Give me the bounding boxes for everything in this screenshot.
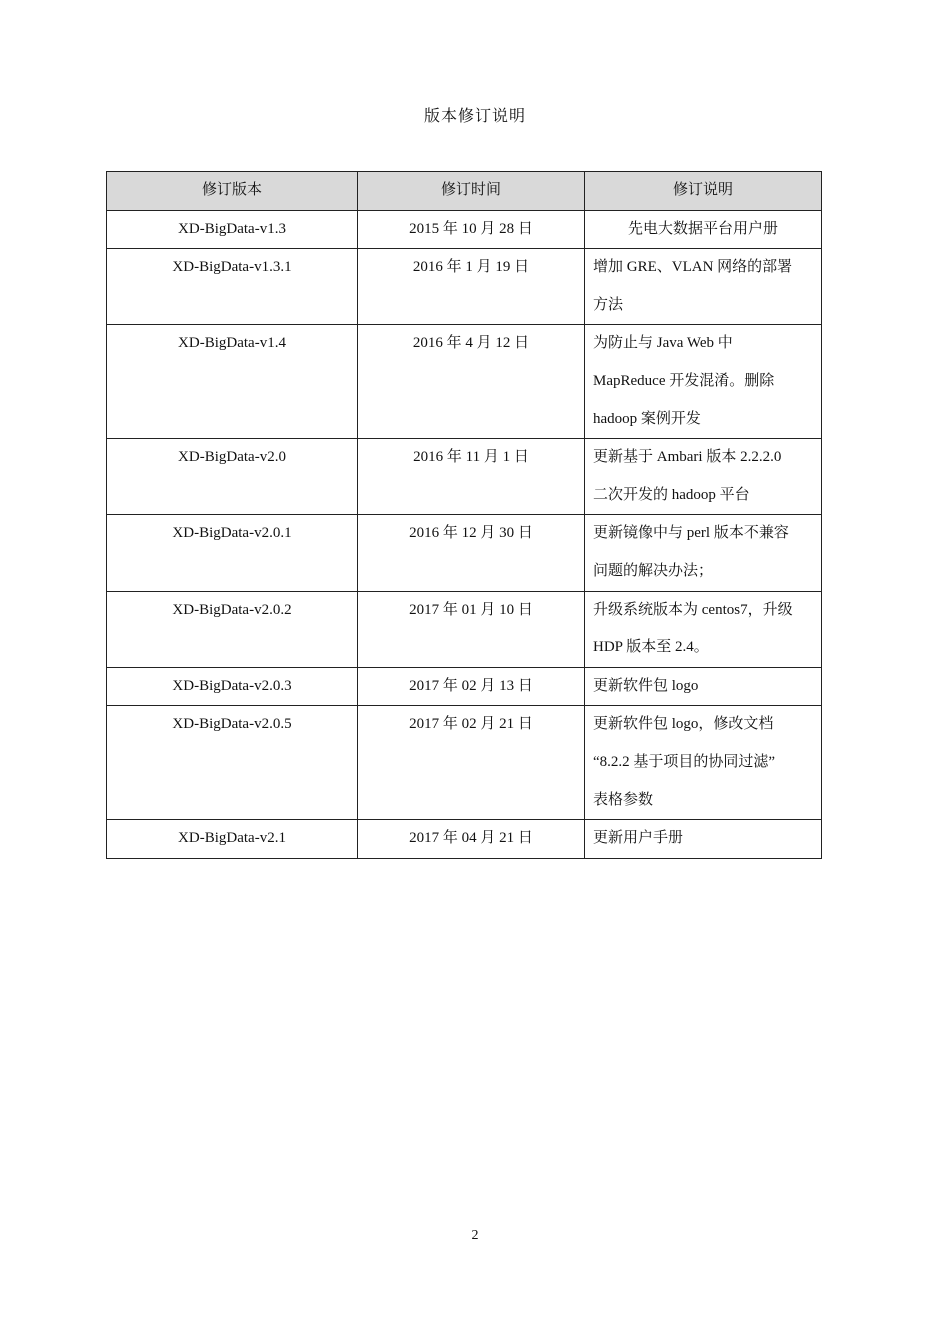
table-header-row [107,172,822,211]
description-line: 二次开发的 hadoop 平台 [593,486,750,503]
date-cell: 2016 年 4 月 12 日 [358,325,585,439]
description-line: HDP 版本至 2.4。 [593,639,709,656]
version-cell: XD-BigData-v1.4 [107,325,358,439]
page-title: 版本修订说明 [423,108,526,125]
description-line: 先电大数据平台用户册 [627,220,778,237]
table-row [107,515,822,591]
description-line: 更新软件包 logo，修改文档 [593,716,774,733]
version-cell: XD-BigData-v2.1 [107,820,358,859]
description-line: 问题的解决办法； [593,562,714,579]
version-cell: XD-BigData-v2.0.3 [107,667,358,706]
description-line: 升级系统版本为 centos7，升级 [593,601,793,618]
table-row [107,249,822,325]
date-cell: 2017 年 01 月 10 日 [358,591,585,667]
date-cell: 2017 年 04 月 21 日 [358,820,585,859]
description-line: 方法 [593,296,624,313]
description-cell [585,515,822,591]
description-line: 更新镜像中与 perl 版本不兼容 [593,525,789,542]
date-cell: 2016 年 12 月 30 日 [358,515,585,591]
table-row [107,210,822,249]
description-line: 更新用户手册 [593,830,684,847]
description-line: 为防止与 Java Web 中 [593,335,733,352]
header-description: 修订说明 [585,172,822,211]
table-row [107,325,822,439]
description-line: 更新基于 Ambari 版本 2.2.2.0 [593,449,782,466]
table-row [107,439,822,515]
description-cell [585,820,822,859]
version-cell: XD-BigData-v2.0.2 [107,591,358,667]
description-line: “8.2.2 基于项目的协同过滤” [593,753,776,770]
date-cell: 2017 年 02 月 21 日 [358,706,585,820]
table-row [107,591,822,667]
header-date: 修订时间 [358,172,585,211]
description-cell [585,706,822,820]
description-line: 增加 GRE、VLAN 网络的部署 [593,259,793,276]
description-cell [585,439,822,515]
date-cell: 2016 年 11 月 1 日 [358,439,585,515]
version-cell: XD-BigData-v1.3 [107,210,358,249]
table-row [107,706,822,820]
description-cell [585,249,822,325]
date-cell: 2017 年 02 月 13 日 [358,667,585,706]
description-line: hadoop 案例开发 [593,410,701,427]
description-line: 表格参数 [593,791,654,808]
header-version: 修订版本 [107,172,358,211]
description-cell [585,667,822,706]
version-cell: XD-BigData-v1.3.1 [107,249,358,325]
table-row [107,667,822,706]
version-cell: XD-BigData-v2.0 [107,439,358,515]
description-cell [585,210,822,249]
description-line: 更新软件包 logo [593,677,699,694]
description-cell [585,591,822,667]
date-cell: 2015 年 10 月 28 日 [358,210,585,249]
description-cell [585,325,822,439]
description-line: MapReduce 开发混淆。删除 [593,372,775,389]
table-row [107,820,822,859]
date-cell: 2016 年 1 月 19 日 [358,249,585,325]
version-cell: XD-BigData-v2.0.5 [107,706,358,820]
version-cell: XD-BigData-v2.0.1 [107,515,358,591]
page-number: 2 [471,1228,479,1243]
revision-table [106,171,822,859]
